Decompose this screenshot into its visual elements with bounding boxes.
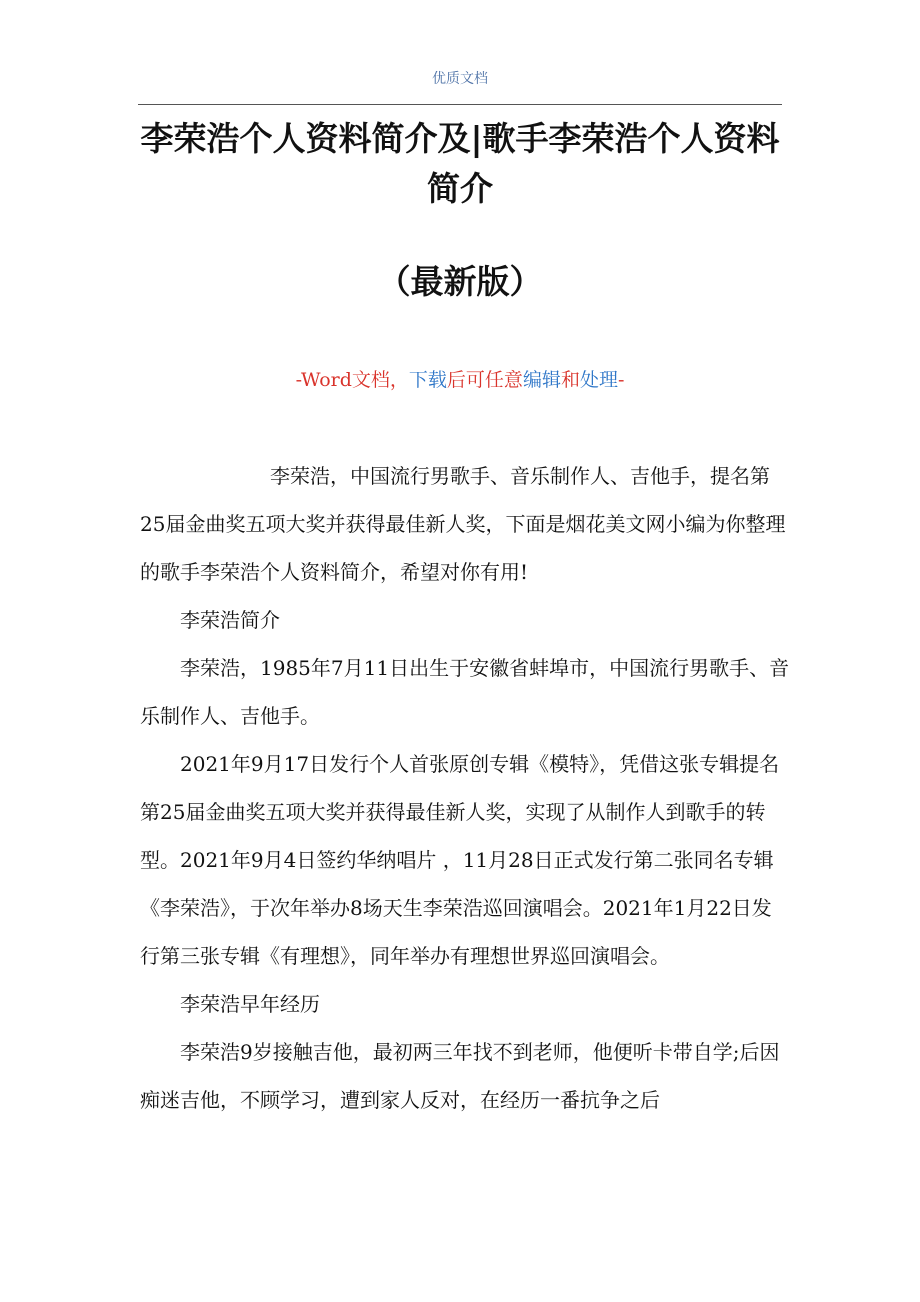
body-paragraph: 李荣浩，1985年7月11日出生于安徽省蚌埠市，中国流行男歌手、音乐制作人、吉他手。 <box>140 656 790 728</box>
intro-paragraph: 李荣浩，中国流行男歌手、音乐制作人、吉他手，提名第25届金曲奖五项大奖并获得最佳新人奖，下面是烟花美文网小编为你整理的歌手李荣浩个人资料简介，希望对你有用! <box>140 464 786 584</box>
notice-segment: 处理 <box>579 369 618 391</box>
header-divider <box>138 104 782 105</box>
editable-notice <box>0 365 920 392</box>
document-body <box>140 452 790 1124</box>
document-title: 李荣浩个人资料简介及|歌手李荣浩个人资料简介 <box>140 119 780 208</box>
document-edition: （最新版） <box>377 262 543 301</box>
page-header: 优质文档 <box>432 71 488 87</box>
body-paragraph: 2021年9月17日发行个人首张原创专辑《模特》，凭借这张专辑提名第25届金曲奖五项大奖并获得最佳新人奖，实现了从制作人到歌手的转型。2021年9月4日签约华纳唱片 ，11月28日正式发行第二张同名专辑《李荣浩》，于次年举办8场天生李荣浩巡回演唱会。2021年1月22日发行第三张专辑《有理想》，同年举办有理想世界巡回演唱会。 <box>140 752 780 968</box>
section-heading-intro: 李荣浩简介 <box>180 608 280 632</box>
notice-segment: 下载 <box>408 369 447 391</box>
notice-segment: 后可任意 <box>446 369 523 391</box>
notice-segment: - <box>617 369 625 391</box>
body-paragraph: 李荣浩9岁接触吉他，最初两三年找不到老师，他便听卡带自学;后因痴迷吉他，不顾学习，遭到家人反对，在经历一番抗争之后 <box>140 1040 780 1112</box>
notice-segment: 编辑 <box>522 369 561 391</box>
notice-segment: 和 <box>560 369 580 391</box>
section-heading-early-life: 李荣浩早年经历 <box>180 992 320 1016</box>
notice-segment: -Word文档， <box>295 369 409 391</box>
